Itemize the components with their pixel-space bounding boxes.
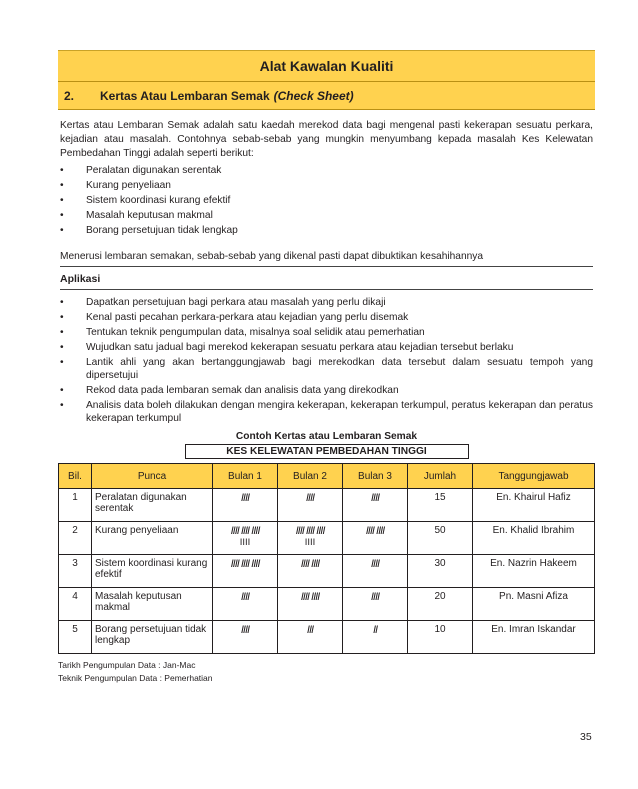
- causes-list: [58, 163, 595, 238]
- cell-bulan-3: II: [343, 621, 408, 654]
- section-title-english: (Check Sheet): [273, 88, 354, 103]
- column-header: Punca: [92, 464, 213, 489]
- intro-paragraph: Kertas atau Lembaran Semak adalah satu kaedah merekod data bagi mengenal pasti kekerapan sesuatu perkara, kejadian atau masalah. Contohnya sebab-sebab yang mungkin menyumbang kepada masalah Kes Kelewatan Pembedahan Tinggi adalah seperti berikut:: [60, 120, 593, 159]
- column-header: Bulan 3: [343, 464, 408, 489]
- table-row: [59, 489, 595, 522]
- table-row: [59, 621, 595, 654]
- cell-bulan-3: IIII: [343, 588, 408, 621]
- list-item: • Rekod data pada lembaran semak dan analisis data yang direkodkan: [60, 385, 399, 396]
- list-item: • Masalah keputusan makmal: [60, 210, 213, 221]
- document-page: [58, 50, 595, 685]
- list-item: • Lantik ahli yang akan bertanggungjawab bagi merekodkan data tersebut dalam sesuatu tempoh yang dipersetujui: [60, 357, 593, 381]
- list-item: • Peralatan digunakan serentak: [60, 165, 222, 176]
- column-header: Jumlah: [408, 464, 473, 489]
- page-title: Alat Kawalan Kualiti: [58, 50, 595, 81]
- cell-punca: Sistem koordinasi kurang efektif: [92, 555, 213, 588]
- cell-bulan-2: IIII IIII: [278, 555, 343, 588]
- footnote-date: Tarikh Pengumpulan Data : Jan-Mac: [58, 660, 196, 670]
- cell-bulan-1: IIII: [213, 489, 278, 522]
- cell-bulan-3: IIII: [343, 489, 408, 522]
- cell-tanggungjawab: En. Nazrin Hakeem: [473, 555, 595, 588]
- cell-bil: 5: [59, 621, 92, 654]
- cell-jumlah: 15: [408, 489, 473, 522]
- cell-tanggungjawab: En. Khairul Hafiz: [473, 489, 595, 522]
- aplikasi-list: [58, 296, 595, 425]
- column-header: Bil.: [59, 464, 92, 489]
- cell-punca: Borang persetujuan tidak lengkap: [92, 621, 213, 654]
- cell-bulan-1: IIII IIII IIII IIII: [213, 522, 278, 555]
- list-item: • Dapatkan persetujuan bagi perkara atau masalah yang perlu dikaji: [60, 297, 386, 308]
- list-item: • Wujudkan satu jadual bagi merekod kekerapan sesuatu perkara atau kejadian tersebut berlaku: [60, 342, 514, 353]
- footnotes: [58, 659, 595, 685]
- list-item: • Analisis data boleh dilakukan dengan mengira kekerapan, kekerapan terkumpul, peratus kekerapan dan peratus kekerapan terkumpul: [60, 400, 593, 424]
- list-item: • Sistem koordinasi kurang efektif: [60, 195, 231, 206]
- aplikasi-heading: Aplikasi: [60, 273, 593, 290]
- cell-bil: 4: [59, 588, 92, 621]
- table-row: [59, 588, 595, 621]
- cell-bulan-2: IIII: [278, 489, 343, 522]
- section-number: 2.: [64, 88, 75, 103]
- column-header: Bulan 2: [278, 464, 343, 489]
- check-sheet-table: [58, 463, 595, 654]
- list-item: • Kenal pasti pecahan perkara-perkara atau kejadian yang perlu disemak: [60, 312, 409, 323]
- column-header: Tanggungjawab: [473, 464, 595, 489]
- cell-punca: Masalah keputusan makmal: [92, 588, 213, 621]
- cell-bulan-2: IIII IIII: [278, 588, 343, 621]
- list-item: • Kurang penyeliaan: [60, 180, 171, 191]
- page-number: 35: [580, 731, 592, 743]
- cell-bulan-1: IIII IIII IIII: [213, 555, 278, 588]
- table-row: [59, 555, 595, 588]
- cell-punca: Kurang penyeliaan: [92, 522, 213, 555]
- cell-bulan-1: IIII: [213, 621, 278, 654]
- cell-bil: 2: [59, 522, 92, 555]
- cell-bulan-2: IIII IIII IIII IIII: [278, 522, 343, 555]
- cell-jumlah: 20: [408, 588, 473, 621]
- cell-bulan-2: III: [278, 621, 343, 654]
- list-item: • Borang persetujuan tidak lengkap: [60, 225, 238, 236]
- section-heading: [58, 81, 595, 110]
- table-row: [59, 522, 595, 555]
- section-title: Kertas Atau Lembaran Semak: [100, 88, 270, 103]
- table-subcaption: KES KELEWATAN PEMBEDAHAN TINGGI: [185, 444, 469, 459]
- cell-bil: 3: [59, 555, 92, 588]
- cell-bulan-1: IIII: [213, 588, 278, 621]
- cell-jumlah: 50: [408, 522, 473, 555]
- footnote-technique: Teknik Pengumpulan Data : Pemerhatian: [58, 673, 213, 683]
- list-item: • Tentukan teknik pengumpulan data, misalnya soal selidik atau pemerhatian: [60, 327, 425, 338]
- cell-jumlah: 30: [408, 555, 473, 588]
- table-caption: Contoh Kertas atau Lembaran Semak: [235, 431, 418, 442]
- cell-tanggungjawab: En. Khalid Ibrahim: [473, 522, 595, 555]
- cell-jumlah: 10: [408, 621, 473, 654]
- cell-punca: Peralatan digunakan serentak: [92, 489, 213, 522]
- column-header: Bulan 1: [213, 464, 278, 489]
- cell-bulan-3: IIII: [343, 555, 408, 588]
- conclusion-text: Menerusi lembaran semakan, sebab-sebab yang dikenal pasti dapat dibuktikan kesahihannya: [60, 251, 593, 267]
- cell-bil: 1: [59, 489, 92, 522]
- cell-tanggungjawab: Pn. Masni Afiza: [473, 588, 595, 621]
- table-header-row: [59, 464, 595, 489]
- cell-bulan-3: IIII IIII: [343, 522, 408, 555]
- cell-tanggungjawab: En. Imran Iskandar: [473, 621, 595, 654]
